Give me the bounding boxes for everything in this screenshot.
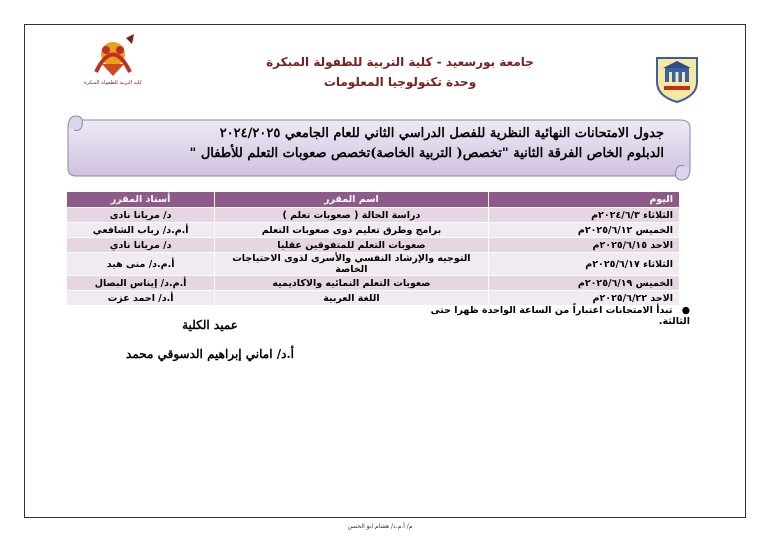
cell-day: الخميس ٢٠٢٥/٦/١٩م	[488, 276, 679, 291]
unit-name: وحدة تكنولوجيا المعلومات	[323, 75, 477, 89]
table-row	[67, 291, 680, 306]
title-banner	[64, 112, 694, 182]
cell-professor: د/ مريانا نادى	[67, 208, 215, 223]
table-row	[67, 253, 680, 276]
bullet-icon: ●	[681, 305, 690, 316]
footer-credit: م/ أ.م.د/ هشام ابو الحسن	[347, 523, 413, 530]
cell-day: الخميس ٢٠٢٥/٦/١٢م	[488, 223, 679, 238]
university-name: جامعة بورسعيد - كلية التربية للطفولة المبكرة	[266, 55, 534, 69]
title-line-1: جدول الامتحانات النهائية النظرية للفصل الدراسي الثاني للعام الجامعي ٢٠٢٤/٢٠٢٥	[219, 126, 664, 141]
cell-professor: د/ مريانا نادي	[67, 238, 215, 253]
note-text: تبدأ الامتحانات اعتباراً من الساعة الواحدة ظهرا حتى الثالثة.	[430, 305, 690, 327]
cell-course: التوجيه والإرشاد النفسي والأسرى لذوى الاحتياجات الخاصة	[215, 253, 488, 276]
dean-name: أ.د/ اماني إبراهيم الدسوقي محمد	[126, 347, 294, 361]
cell-course: اللغة العربية	[215, 291, 488, 306]
cell-course: دراسة الحالة ( صعوبات تعلم )	[215, 208, 488, 223]
cell-professor: أ.د/ احمد عزت	[67, 291, 215, 306]
cell-course: صعوبات التعلم للمتفوقين عقليا	[215, 238, 488, 253]
table-row	[67, 238, 680, 253]
exam-schedule-table	[66, 191, 680, 306]
table-row	[67, 276, 680, 291]
header-day: اليوم	[488, 192, 679, 208]
header-professor: أستاذ المقرر	[67, 192, 215, 208]
cell-day: الاحد ٢٠٢٥/٦/١٥م	[488, 238, 679, 253]
cell-course: برامج وطرق تعليم ذوى صعوبات التعلم	[215, 223, 488, 238]
cell-professor: أ.م.د/ رباب الشافعي	[67, 223, 215, 238]
institution-header	[250, 52, 550, 92]
table-row	[67, 223, 680, 238]
college-logo-icon	[82, 32, 144, 92]
cell-course: صعوبات التعلم النمائيه والاكاديميه	[215, 276, 488, 291]
cell-day: الثلاثاء ٢٠٢٤/٦/٣م	[488, 208, 679, 223]
cell-professor: أ.م.د/ منى هيد	[67, 253, 215, 276]
cell-day: الاحد ٢٠٢٥/٦/٢٢م	[488, 291, 679, 306]
table-header-row	[67, 192, 680, 208]
dean-title: عميد الكلية	[182, 318, 238, 332]
cell-day: الثلاثاء ٢٠٢٥/٦/١٧م	[488, 253, 679, 276]
title-line-2: الدبلوم الخاص الفرقة الثانية "تخصص( التربية الخاصة)تخصص صعوبات التعلم للأطفال "	[189, 146, 664, 161]
table-row	[67, 208, 680, 223]
title-text	[124, 124, 664, 164]
logo-caption: كلية التربية للطفولة المبكرة	[84, 80, 142, 86]
cell-professor: أ.م.د/ إيناس البصال	[67, 276, 215, 291]
header-course: اسم المقرر	[215, 192, 488, 208]
exam-time-note	[420, 305, 690, 327]
university-crest-icon	[651, 52, 703, 104]
